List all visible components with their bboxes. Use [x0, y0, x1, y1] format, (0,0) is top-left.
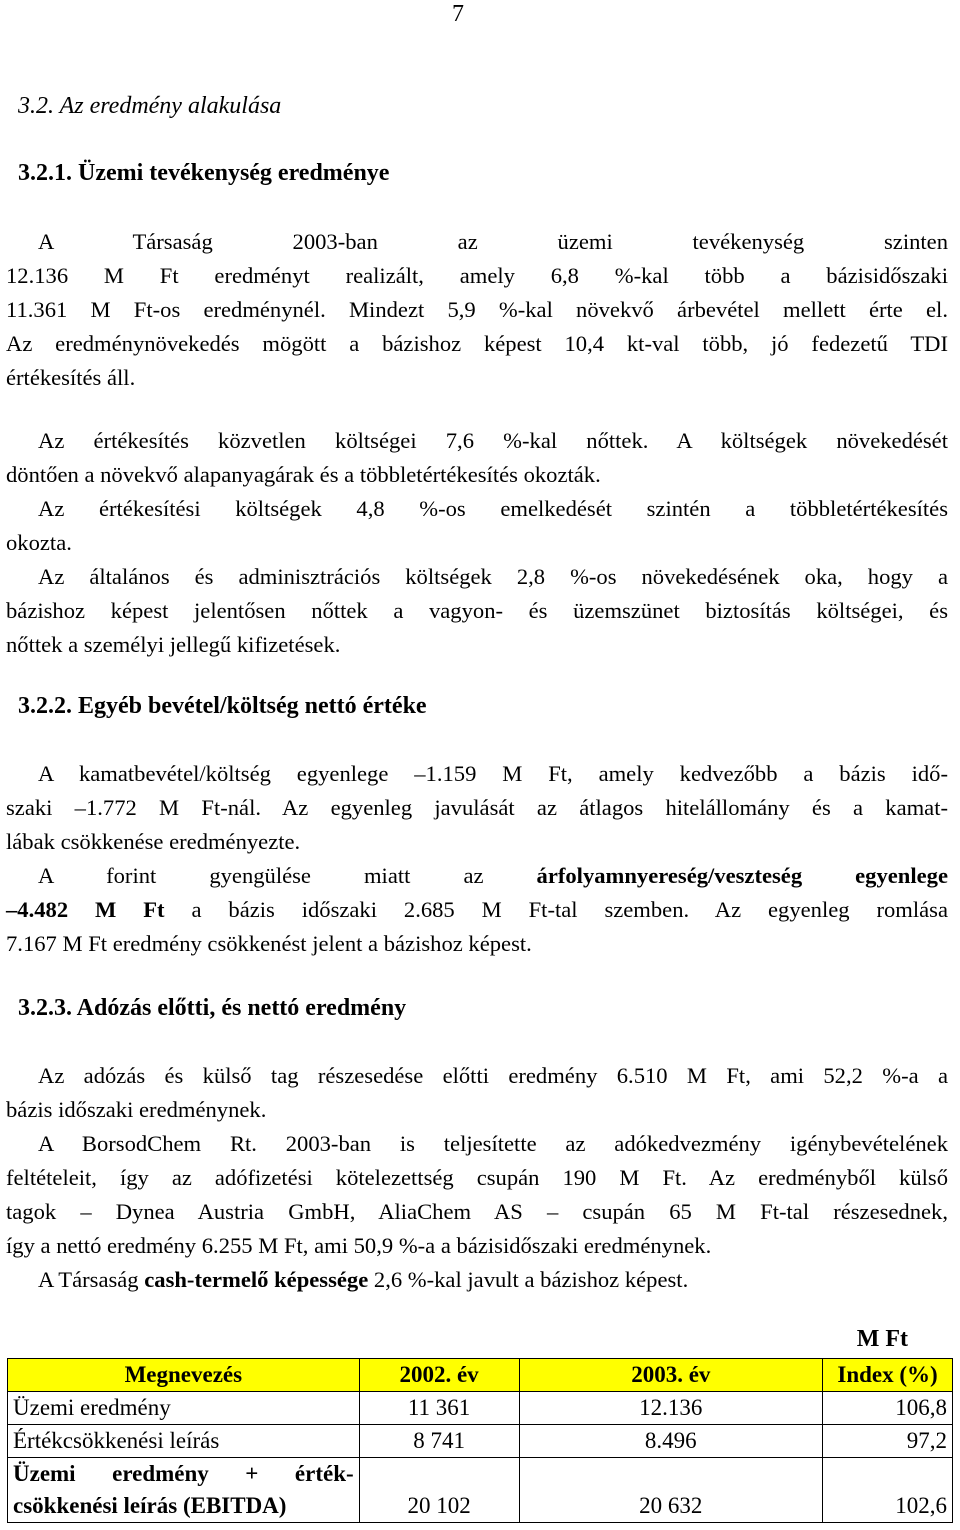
- column-header: Index (%): [823, 1359, 953, 1392]
- heading-3-2-2: 3.2.2. Egyéb bevétel/költség nettó értéke: [18, 693, 427, 719]
- financial-table: [7, 1358, 953, 1523]
- paragraph-line: Az általános és adminisztrációs költségek 2,8 %-os növekedésének oka, hogy a: [38, 564, 948, 589]
- table-cell: Értékcsökkenési leírás: [8, 1425, 360, 1458]
- table-cell: 8.496: [519, 1425, 823, 1458]
- paragraph-line: így a nettó eredmény 6.255 M Ft, ami 50,9 %-a a bázisidőszaki eredménynek.: [6, 1233, 712, 1258]
- ebitda-label-line: csökkenési leírás (EBITDA): [13, 1493, 287, 1518]
- table-cell: 8 741: [359, 1425, 519, 1458]
- paragraph-line: Az eredménynövekedés mögött a bázishoz képest 10,4 kt-val több, jó fedezetű TDI: [6, 331, 948, 356]
- paragraph-line: A kamatbevétel/költség egyenlege –1.159 M Ft, amely kedvezőbb a bázis idő-: [38, 761, 948, 786]
- paragraph-line: Az értékesítés közvetlen költségei 7,6 %-kal nőttek. A költségek növekedését: [38, 428, 948, 453]
- table-cell: 97,2: [823, 1425, 953, 1458]
- paragraph-line: okozta.: [6, 530, 72, 555]
- table-cell: 20 102: [359, 1458, 519, 1523]
- table-cell: 102,6: [823, 1458, 953, 1523]
- paragraph-line: 7.167 M Ft eredmény csökkenést jelent a bázishoz képest.: [6, 931, 532, 956]
- section-322-body: [6, 757, 948, 961]
- column-header: Megnevezés: [8, 1359, 360, 1392]
- paragraph-line: [6, 893, 948, 927]
- paragraph-line: A BorsodChem Rt. 2003-ban is teljesítette az adókedvezmény igénybevételének: [38, 1131, 948, 1156]
- paragraph-line: 11.361 M Ft-os eredménynél. Mindezt 5,9 %-kal növekvő árbevétel mellett érte el.: [6, 297, 948, 322]
- paragraph-line: Az adózás és külső tag részesedése előtti eredmény 6.510 M Ft, ami 52,2 %-a a: [38, 1063, 948, 1088]
- table-unit-label: M Ft: [856, 1326, 908, 1352]
- bold-text-run: –4.482 M Ft: [6, 897, 165, 922]
- table-row-ebitda: [8, 1458, 953, 1523]
- bold-text-run: árfolyamnyereség/veszteség egyenlege: [536, 863, 948, 888]
- table-cell: 20 632: [519, 1458, 823, 1523]
- paragraph-line: 12.136 M Ft eredményt realizált, amely 6,8 %-kal több a bázisidőszaki: [6, 263, 948, 288]
- section-321-body: [6, 225, 948, 395]
- paragraph-line: Az értékesítési költségek 4,8 %-os emelkedését szintén a többletértékesítés: [38, 496, 948, 521]
- page-number: 7: [452, 1, 464, 27]
- heading-3-2: 3.2. Az eredmény alakulása: [18, 93, 282, 119]
- table-row: [8, 1392, 953, 1425]
- table-row: [8, 1425, 953, 1458]
- paragraph-line: bázis időszaki eredménynek.: [6, 1097, 267, 1122]
- section-321-body-2: [6, 424, 948, 662]
- table-cell: 106,8: [823, 1392, 953, 1425]
- paragraph-line: szaki –1.772 M Ft-nál. Az egyenleg javulását az átlagos hitelállomány és a kamat-: [6, 795, 948, 820]
- paragraph-line: értékesítés áll.: [6, 365, 136, 390]
- paragraph-line: lábak csökkenése eredményezte.: [6, 829, 301, 854]
- paragraph-line: A Társaság 2003-ban az üzemi tevékenység szinten: [38, 229, 948, 254]
- paragraph-line: bázishoz képest jelentősen nőttek a vagyon- és üzemszünet biztosítás költségei, és: [6, 598, 948, 623]
- table-header-row: [8, 1359, 953, 1392]
- text-run: a bázis időszaki 2.685 M Ft-tal szemben. Az egyenleg romlása: [164, 897, 948, 922]
- text-run: A forint gyengülése miatt az: [38, 863, 537, 888]
- heading-3-2-3: 3.2.3. Adózás előtti, és nettó eredmény: [18, 995, 407, 1021]
- column-header: 2003. év: [519, 1359, 823, 1392]
- paragraph-line: tagok – Dynea Austria GmbH, AliaChem AS – csupán 65 M Ft-tal részesednek,: [6, 1199, 948, 1224]
- paragraph-line: döntően a növekvő alapanyagárak és a többletértékesítés okozták.: [6, 462, 601, 487]
- column-header: 2002. év: [359, 1359, 519, 1392]
- section-323-body: [6, 1059, 948, 1297]
- paragraph-line: nőttek a személyi jellegű kifizetések.: [6, 632, 341, 657]
- ebitda-label-line: Üzemi eredmény + érték-: [13, 1461, 354, 1486]
- table-cell: [8, 1458, 360, 1523]
- table-cell: Üzemi eredmény: [8, 1392, 360, 1425]
- table-cell: 12.136: [519, 1392, 823, 1425]
- bold-text-run: cash-termelő képessége: [144, 1267, 369, 1292]
- paragraph-line: [6, 859, 948, 893]
- paragraph-line: [6, 1263, 948, 1297]
- text-run: A Társaság: [38, 1267, 145, 1292]
- text-run: 2,6 %-kal javult a bázishoz képest.: [368, 1267, 689, 1292]
- table-cell: 11 361: [359, 1392, 519, 1425]
- heading-3-2-1: 3.2.1. Üzemi tevékenység eredménye: [18, 160, 390, 186]
- paragraph-line: feltételeit, így az adófizetési kötelezettség csupán 190 M Ft. Az eredményből külső: [6, 1165, 948, 1190]
